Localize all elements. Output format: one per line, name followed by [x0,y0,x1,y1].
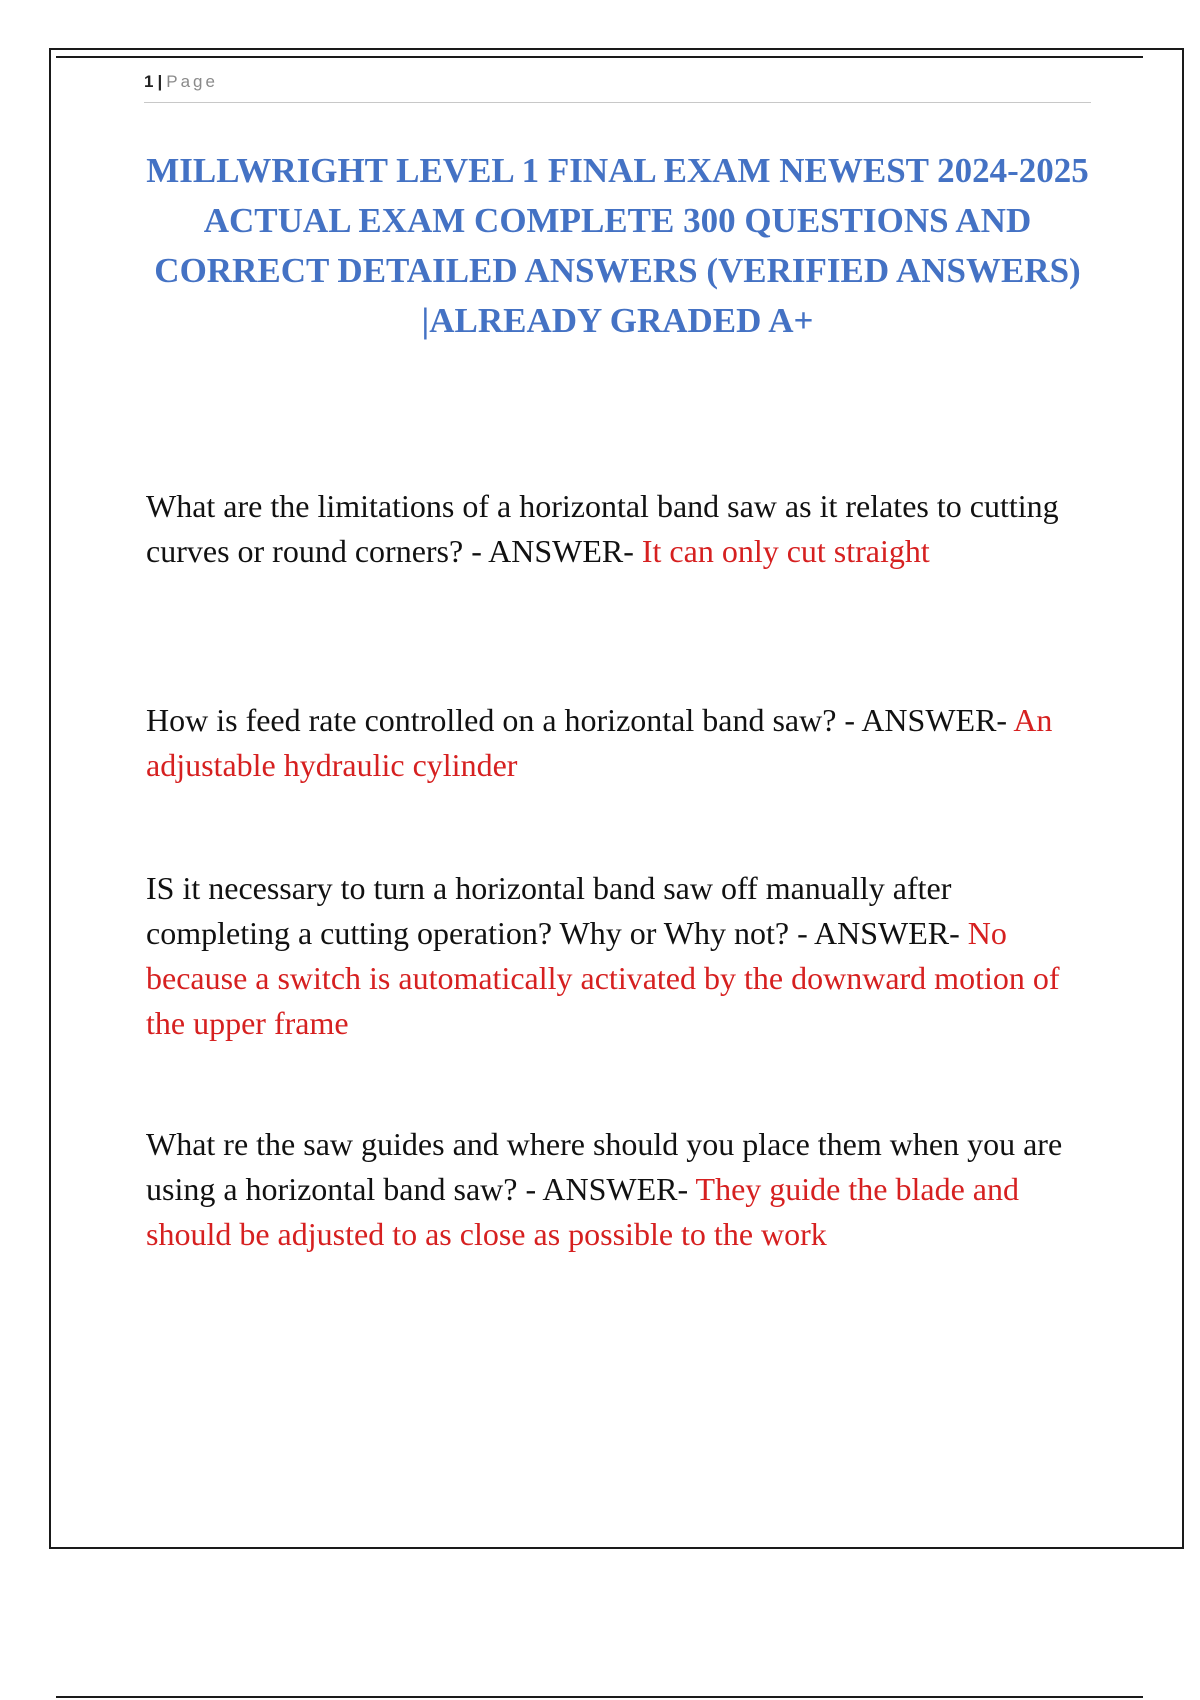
question-text: IS it necessary to turn a horizontal band saw off manually after completing a cutting operation? Why or Why not? - ANSWER- [146,870,968,951]
page-separator: | [157,72,163,91]
qa-item-1 [146,484,1091,574]
qa-item-3 [146,866,1091,1046]
page-number: 1 [144,72,154,91]
qa-item-2 [146,698,1091,788]
page-word: Page [166,72,218,91]
answer-text: An adjustable hydraulic cylinder [146,702,1053,783]
top-rule [56,56,1143,58]
answer-text: It can only cut straight [641,533,930,569]
document-title: MILLWRIGHT LEVEL 1 FINAL EXAM NEWEST 2024-2025 ACTUAL EXAM COMPLETE 300 QUESTIONS AND CORRECT DETAILED ANSWERS (VERIFIED ANSWERS) |ALREADY GRADED A+ [146,151,1089,340]
answer-text: They guide the blade and should be adjusted to as close as possible to the work [146,1171,1019,1252]
question-text: What are the limitations of a horizontal band saw as it relates to cutting curves or round corners? - ANSWER- [146,488,1059,569]
qa-item-4 [146,1122,1091,1257]
question-text: What re the saw guides and where should you place them when you are using a horizontal band saw? - ANSWER- [146,1126,1063,1207]
answer-text: No because a switch is automatically activated by the downward motion of the upper frame [146,915,1060,1041]
page-header [144,72,1091,103]
bottom-rule [56,1696,1143,1698]
question-text: How is feed rate controlled on a horizontal band saw? - ANSWER- [146,702,1014,738]
